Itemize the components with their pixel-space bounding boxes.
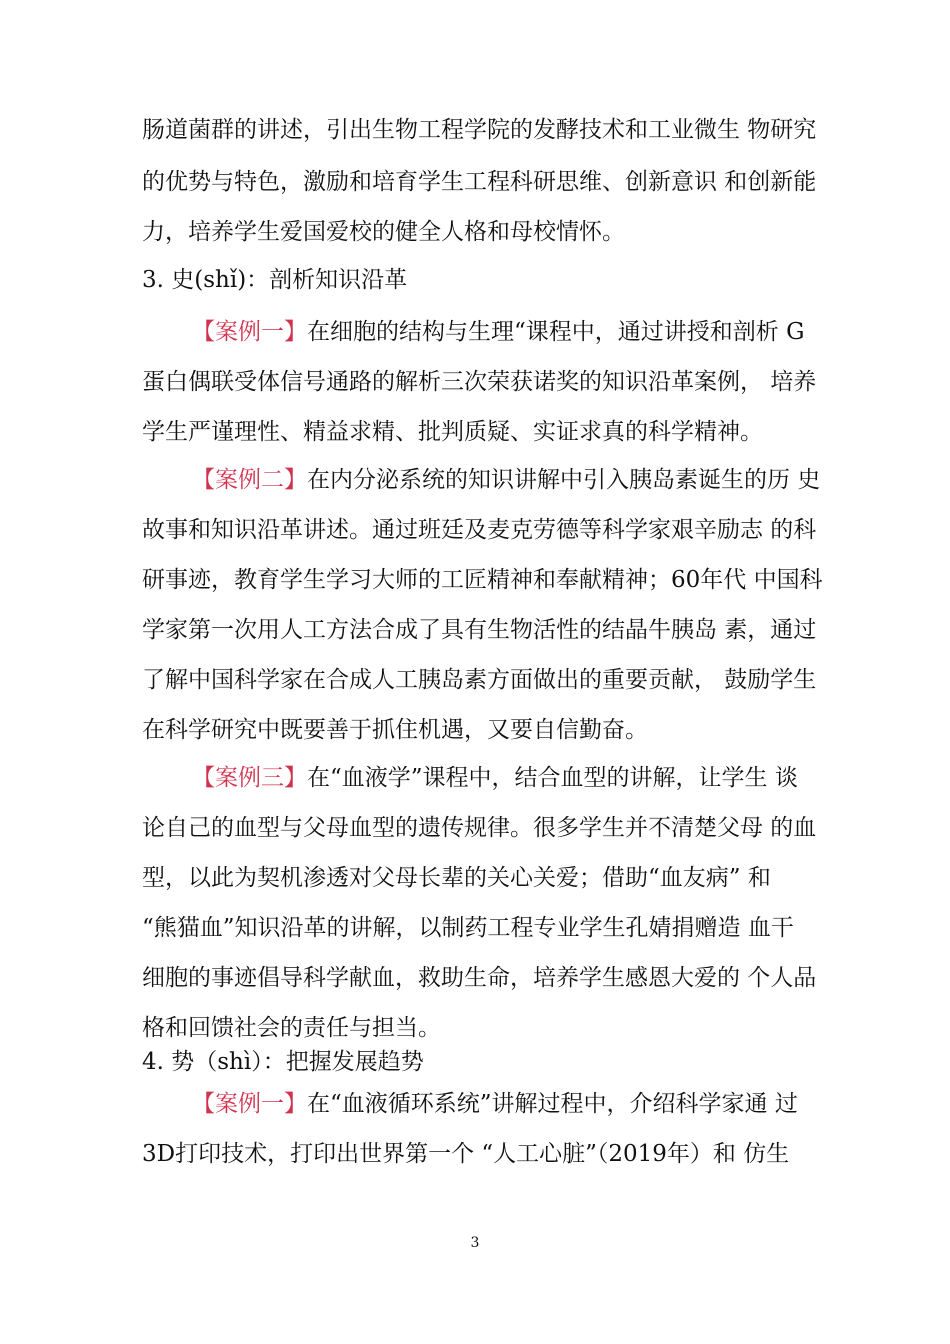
case-text: 在“血液学”课程中，结合血型的讲解，让学生 谈 (307, 765, 798, 791)
page-number: 3 (470, 1235, 480, 1251)
paragraph-line: 论自己的血型与父母血型的遗传规律。很多学生并不清楚父母 的血 (142, 815, 817, 841)
paragraph-line: 研事迹，教育学生学习大师的工匠精神和奉献精神；60年代 中国科 (142, 567, 823, 593)
case-first-line (192, 466, 822, 494)
paragraph-line: 细胞的事迹倡导科学献血，救助生命，培养学生感恩大爱的 个人品 (142, 965, 817, 991)
paragraph-line: 学生严谨理性、精益求精、批判质疑、实证求真的科学精神。 (142, 419, 763, 445)
case-text: 在“血液循环系统”讲解过程中，介绍科学家通 过 (307, 1091, 798, 1117)
paragraph-line: 力，培养学生爱国爱校的健全人格和母校情怀。 (142, 219, 625, 245)
case-tag: 【案例二】 (192, 467, 307, 493)
paragraph-line: 型，以此为契机渗透对父母长辈的关心关爱；借助“血友病” 和 (142, 865, 771, 891)
paragraph-line: 肠道菌群的讲述，引出生物工程学院的发酵技术和工业微生 物研究 (142, 117, 817, 143)
paragraph-line: 蛋白偶联受体信号通路的解析三次荣获诺奖的知识沿革案例， 培养 (142, 369, 817, 395)
case-text: 在细胞的结构与生理“课程中，通过讲授和剖析 G (307, 319, 805, 345)
paragraph-line: 格和回馈社会的责任与担当。 (142, 1015, 441, 1041)
case-tag: 【案例一】 (192, 1091, 307, 1117)
paragraph-line: 学家第一次用人工方法合成了具有生物活性的结晶牛胰岛 素，通过 (142, 617, 817, 643)
section-heading: 3. 史(shǐ)：剖析知识沿革 (142, 267, 408, 293)
case-first-line (192, 318, 822, 346)
paragraph-line: “熊猫血”知识沿革的讲解，以制药工程专业学生孔婧捐赠造 血干 (142, 915, 794, 941)
paragraph-line: 3D打印技术，打印出世界第一个 “人工心脏”（2019年）和 仿生 (142, 1141, 790, 1167)
case-first-line (192, 764, 822, 792)
paragraph-line: 在科学研究中既要善于抓住机遇，又要自信勤奋。 (142, 717, 648, 743)
paragraph-line: 了解中国科学家在合成人工胰岛素方面做出的重要贡献， 鼓励学生 (142, 667, 817, 693)
case-tag: 【案例一】 (192, 319, 307, 345)
section-heading: 4. 势（shì）：把握发展趋势 (142, 1049, 424, 1075)
paragraph-line: 的优势与特色，激励和培育学生工程科研思维、创新意识 和创新能 (142, 169, 817, 195)
case-tag: 【案例三】 (192, 765, 307, 791)
case-text: 在内分泌系统的知识讲解中引入胰岛素诞生的历 史 (307, 467, 821, 493)
case-first-line (192, 1090, 822, 1118)
paragraph-line: 故事和知识沿革讲述。通过班廷及麦克劳德等科学家艰辛励志 的科 (142, 517, 817, 543)
